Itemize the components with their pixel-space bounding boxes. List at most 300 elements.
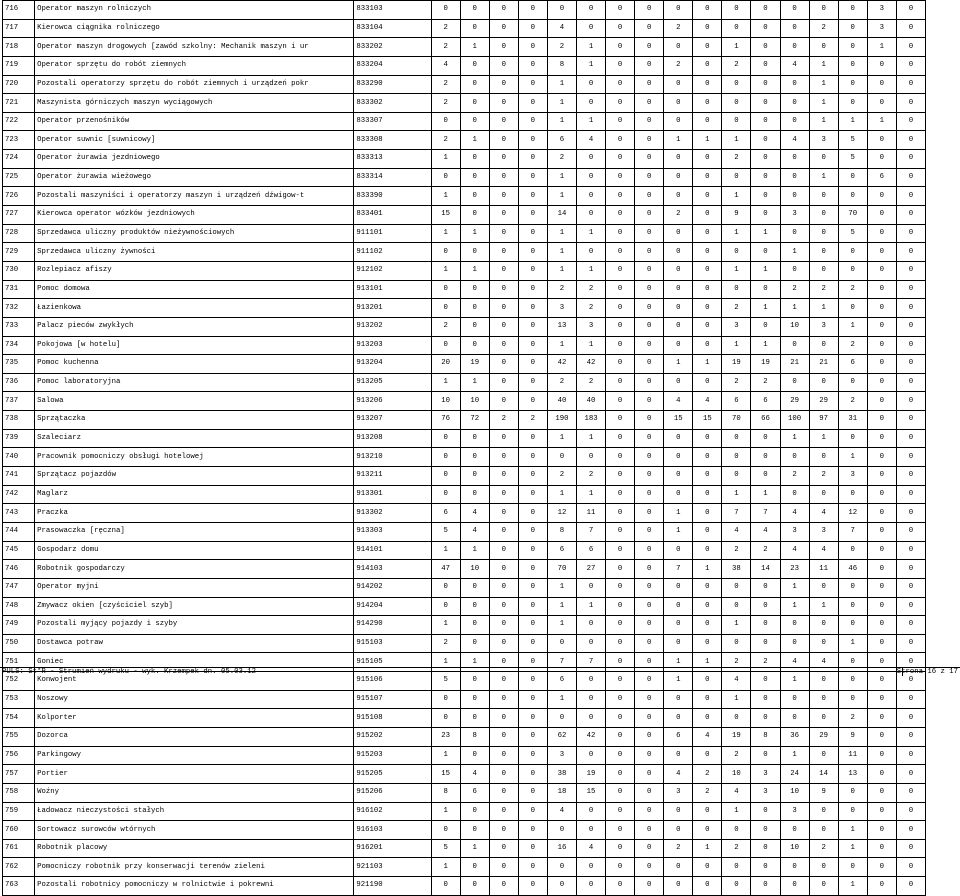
value-cell: 0: [431, 485, 460, 504]
value-cell: 0: [576, 448, 605, 467]
value-cell: 0: [635, 467, 664, 486]
value-cell: 0: [489, 504, 518, 523]
table-row: [3, 150, 926, 169]
row-number: 726: [3, 187, 35, 206]
value-cell: 0: [576, 94, 605, 113]
value-cell: 1: [693, 653, 722, 672]
value-cell: 0: [896, 224, 925, 243]
occupation-code: 913301: [354, 485, 431, 504]
value-cell: 0: [751, 597, 780, 616]
value-cell: 1: [751, 485, 780, 504]
value-cell: 1: [809, 168, 838, 187]
value-cell: 0: [489, 560, 518, 579]
value-cell: 0: [896, 765, 925, 784]
value-cell: 70: [722, 411, 751, 430]
table-row: [3, 336, 926, 355]
value-cell: 1: [780, 578, 809, 597]
value-cell: 1: [809, 299, 838, 318]
value-cell: 4: [722, 522, 751, 541]
table-row: [3, 821, 926, 840]
table-row: [3, 261, 926, 280]
value-cell: 0: [867, 261, 896, 280]
value-cell: 0: [489, 467, 518, 486]
value-cell: 0: [431, 709, 460, 728]
value-cell: 0: [693, 504, 722, 523]
table-row: [3, 94, 926, 113]
value-cell: 0: [751, 168, 780, 187]
value-cell: 0: [809, 261, 838, 280]
value-cell: 1: [780, 672, 809, 691]
value-cell: 3: [780, 522, 809, 541]
value-cell: 19: [576, 765, 605, 784]
value-cell: 4: [722, 783, 751, 802]
value-cell: 0: [896, 131, 925, 150]
value-cell: 0: [518, 94, 547, 113]
table-row: [3, 839, 926, 858]
value-cell: 4: [780, 541, 809, 560]
value-cell: 0: [867, 485, 896, 504]
value-cell: 5: [431, 672, 460, 691]
row-number: 721: [3, 94, 35, 113]
value-cell: 0: [489, 336, 518, 355]
row-number: 743: [3, 504, 35, 523]
value-cell: 0: [635, 336, 664, 355]
value-cell: 0: [606, 150, 635, 169]
value-cell: 0: [751, 616, 780, 635]
value-cell: 0: [431, 877, 460, 896]
occupation-code: 913202: [354, 317, 431, 336]
value-cell: 0: [867, 150, 896, 169]
value-cell: 0: [518, 243, 547, 262]
value-cell: 0: [867, 597, 896, 616]
occupation-code: 915205: [354, 765, 431, 784]
value-cell: 0: [780, 112, 809, 131]
table-row: [3, 131, 926, 150]
value-cell: 0: [489, 578, 518, 597]
value-cell: 0: [518, 168, 547, 187]
value-cell: 70: [838, 206, 867, 225]
value-cell: 0: [489, 765, 518, 784]
value-cell: 0: [460, 317, 489, 336]
value-cell: 97: [809, 411, 838, 430]
value-cell: 0: [896, 783, 925, 802]
value-cell: 0: [664, 858, 693, 877]
value-cell: 1: [576, 38, 605, 57]
value-cell: 0: [867, 336, 896, 355]
value-cell: 0: [635, 112, 664, 131]
value-cell: 0: [751, 317, 780, 336]
occupation-name: Ładowacz nieczystości stałych: [35, 802, 354, 821]
value-cell: 46: [838, 560, 867, 579]
value-cell: 0: [489, 858, 518, 877]
value-cell: 0: [518, 765, 547, 784]
value-cell: 0: [518, 150, 547, 169]
table-row: [3, 802, 926, 821]
value-cell: 0: [751, 802, 780, 821]
value-cell: 0: [751, 280, 780, 299]
value-cell: 0: [867, 690, 896, 709]
value-cell: 0: [809, 448, 838, 467]
value-cell: 0: [896, 1, 925, 20]
value-cell: 2: [576, 299, 605, 318]
value-cell: 0: [664, 373, 693, 392]
value-cell: 1: [664, 653, 693, 672]
row-number: 717: [3, 19, 35, 38]
value-cell: 0: [896, 672, 925, 691]
value-cell: 0: [896, 802, 925, 821]
value-cell: 3: [664, 783, 693, 802]
value-cell: 6: [722, 392, 751, 411]
value-cell: 4: [693, 392, 722, 411]
value-cell: 0: [489, 243, 518, 262]
value-cell: 0: [664, 150, 693, 169]
occupation-name: Łazienkowa: [35, 299, 354, 318]
value-cell: 0: [606, 280, 635, 299]
occupation-code: 914101: [354, 541, 431, 560]
value-cell: 0: [606, 411, 635, 430]
value-cell: 0: [635, 709, 664, 728]
value-cell: 2: [809, 467, 838, 486]
value-cell: 0: [896, 75, 925, 94]
row-number: 744: [3, 522, 35, 541]
value-cell: 0: [489, 690, 518, 709]
value-cell: 0: [518, 821, 547, 840]
value-cell: 1: [838, 317, 867, 336]
table-row: [3, 168, 926, 187]
value-cell: 0: [431, 467, 460, 486]
value-cell: 0: [606, 727, 635, 746]
value-cell: 0: [722, 634, 751, 653]
value-cell: 0: [838, 783, 867, 802]
value-cell: 4: [809, 541, 838, 560]
value-cell: 1: [431, 802, 460, 821]
occupation-name: Robotnik gospodarczy: [35, 560, 354, 579]
value-cell: 0: [809, 150, 838, 169]
value-cell: 0: [431, 578, 460, 597]
value-cell: 0: [518, 299, 547, 318]
value-cell: 0: [635, 355, 664, 374]
table-row: [3, 429, 926, 448]
value-cell: 0: [838, 578, 867, 597]
value-cell: 1: [693, 560, 722, 579]
occupation-name: Pomoc kuchenna: [35, 355, 354, 374]
value-cell: 0: [489, 168, 518, 187]
value-cell: 0: [460, 802, 489, 821]
value-cell: 15: [431, 765, 460, 784]
occupation-code: 914103: [354, 560, 431, 579]
row-number: 741: [3, 467, 35, 486]
value-cell: 0: [809, 1, 838, 20]
value-cell: 0: [460, 280, 489, 299]
value-cell: 2: [547, 373, 576, 392]
value-cell: 0: [606, 19, 635, 38]
value-cell: 1: [751, 336, 780, 355]
value-cell: 0: [606, 94, 635, 113]
value-cell: 0: [722, 94, 751, 113]
value-cell: 0: [664, 1, 693, 20]
value-cell: 0: [635, 672, 664, 691]
value-cell: 0: [867, 131, 896, 150]
value-cell: 0: [635, 299, 664, 318]
value-cell: 0: [751, 746, 780, 765]
value-cell: 0: [722, 709, 751, 728]
value-cell: 0: [431, 336, 460, 355]
value-cell: 0: [576, 243, 605, 262]
value-cell: 0: [838, 858, 867, 877]
value-cell: 0: [518, 839, 547, 858]
value-cell: 0: [518, 783, 547, 802]
value-cell: 0: [489, 94, 518, 113]
occupation-name: Operator przenośników: [35, 112, 354, 131]
value-cell: 4: [722, 672, 751, 691]
occupation-name: Sprzątacz pojazdów: [35, 467, 354, 486]
value-cell: 0: [867, 821, 896, 840]
value-cell: 8: [547, 522, 576, 541]
value-cell: 0: [460, 112, 489, 131]
value-cell: 0: [751, 19, 780, 38]
value-cell: 1: [460, 373, 489, 392]
occupation-code: 913207: [354, 411, 431, 430]
value-cell: 0: [867, 746, 896, 765]
value-cell: 0: [635, 19, 664, 38]
value-cell: 0: [780, 858, 809, 877]
value-cell: 0: [838, 616, 867, 635]
value-cell: 0: [751, 131, 780, 150]
value-cell: 0: [431, 280, 460, 299]
table-row: [3, 392, 926, 411]
value-cell: 0: [896, 429, 925, 448]
value-cell: 0: [838, 38, 867, 57]
value-cell: 0: [664, 578, 693, 597]
value-cell: 0: [780, 616, 809, 635]
occupation-code: 833202: [354, 38, 431, 57]
occupation-code: 833313: [354, 150, 431, 169]
value-cell: 2: [576, 467, 605, 486]
value-cell: 23: [431, 727, 460, 746]
occupation-name: Szaleciarz: [35, 429, 354, 448]
row-number: 731: [3, 280, 35, 299]
value-cell: 0: [460, 1, 489, 20]
value-cell: 0: [722, 429, 751, 448]
value-cell: 0: [896, 317, 925, 336]
row-number: 749: [3, 616, 35, 635]
value-cell: 15: [664, 411, 693, 430]
value-cell: 0: [518, 522, 547, 541]
value-cell: 0: [635, 131, 664, 150]
value-cell: 0: [606, 112, 635, 131]
value-cell: 3: [722, 317, 751, 336]
row-number: 753: [3, 690, 35, 709]
value-cell: 0: [606, 392, 635, 411]
value-cell: 0: [838, 243, 867, 262]
value-cell: 0: [722, 467, 751, 486]
occupation-name: Operator żurawia jezdniowego: [35, 150, 354, 169]
value-cell: 62: [547, 727, 576, 746]
value-cell: 1: [431, 150, 460, 169]
value-cell: 0: [664, 299, 693, 318]
occupation-code: 913210: [354, 448, 431, 467]
table-row: [3, 690, 926, 709]
value-cell: 0: [518, 75, 547, 94]
value-cell: 0: [635, 373, 664, 392]
value-cell: 0: [896, 727, 925, 746]
value-cell: 3: [809, 131, 838, 150]
value-cell: 0: [896, 690, 925, 709]
value-cell: 0: [867, 392, 896, 411]
value-cell: 0: [606, 38, 635, 57]
value-cell: 0: [489, 373, 518, 392]
value-cell: 0: [693, 616, 722, 635]
value-cell: 0: [489, 56, 518, 75]
occupation-name: Noszowy: [35, 690, 354, 709]
value-cell: 13: [547, 317, 576, 336]
value-cell: 1: [722, 38, 751, 57]
value-cell: 0: [867, 634, 896, 653]
value-cell: 1: [809, 112, 838, 131]
value-cell: 0: [896, 38, 925, 57]
value-cell: 1: [722, 261, 751, 280]
row-number: 762: [3, 858, 35, 877]
row-number: 739: [3, 429, 35, 448]
value-cell: 0: [460, 429, 489, 448]
value-cell: 0: [838, 690, 867, 709]
value-cell: 2: [838, 709, 867, 728]
value-cell: 0: [606, 75, 635, 94]
value-cell: 0: [518, 131, 547, 150]
value-cell: 0: [489, 19, 518, 38]
value-cell: 0: [518, 336, 547, 355]
value-cell: 0: [460, 858, 489, 877]
value-cell: 0: [867, 541, 896, 560]
value-cell: 0: [460, 168, 489, 187]
value-cell: 29: [780, 392, 809, 411]
occupation-name: Palacz pieców zwykłych: [35, 317, 354, 336]
value-cell: 1: [809, 75, 838, 94]
value-cell: 0: [809, 243, 838, 262]
value-cell: 8: [547, 56, 576, 75]
value-cell: 0: [606, 467, 635, 486]
value-cell: 0: [780, 1, 809, 20]
value-cell: 0: [664, 38, 693, 57]
value-cell: 0: [693, 243, 722, 262]
value-cell: 1: [576, 56, 605, 75]
value-cell: 19: [722, 355, 751, 374]
value-cell: 0: [518, 467, 547, 486]
value-cell: 0: [431, 821, 460, 840]
value-cell: 0: [635, 858, 664, 877]
value-cell: 0: [780, 168, 809, 187]
occupation-code: 916201: [354, 839, 431, 858]
value-cell: 0: [460, 75, 489, 94]
table-row: [3, 541, 926, 560]
value-cell: 0: [489, 392, 518, 411]
value-cell: 0: [809, 858, 838, 877]
value-cell: 1: [664, 672, 693, 691]
value-cell: 7: [576, 522, 605, 541]
value-cell: 6: [460, 783, 489, 802]
occupation-name: Robotnik placowy: [35, 839, 354, 858]
value-cell: 42: [547, 355, 576, 374]
occupation-name: Pokojowa [w hotelu]: [35, 336, 354, 355]
value-cell: 1: [547, 243, 576, 262]
value-cell: 0: [547, 448, 576, 467]
row-number: 754: [3, 709, 35, 728]
value-cell: 0: [780, 19, 809, 38]
occupation-name: Maglarz: [35, 485, 354, 504]
value-cell: 0: [693, 187, 722, 206]
value-cell: 0: [518, 727, 547, 746]
value-cell: 0: [431, 299, 460, 318]
value-cell: 1: [431, 373, 460, 392]
value-cell: 0: [518, 206, 547, 225]
value-cell: 2: [809, 839, 838, 858]
value-cell: 0: [751, 429, 780, 448]
occupation-name: Gospodarz domu: [35, 541, 354, 560]
value-cell: 0: [867, 373, 896, 392]
value-cell: 0: [518, 672, 547, 691]
value-cell: 0: [606, 261, 635, 280]
value-cell: 11: [576, 504, 605, 523]
value-cell: 1: [722, 616, 751, 635]
value-cell: 0: [576, 150, 605, 169]
value-cell: 6: [547, 131, 576, 150]
value-cell: 2: [722, 746, 751, 765]
value-cell: 0: [518, 877, 547, 896]
value-cell: 0: [635, 224, 664, 243]
occupation-code: 914202: [354, 578, 431, 597]
value-cell: 0: [635, 261, 664, 280]
value-cell: 19: [460, 355, 489, 374]
value-cell: 0: [809, 38, 838, 57]
value-cell: 0: [606, 858, 635, 877]
occupation-code: 833390: [354, 187, 431, 206]
value-cell: 0: [635, 94, 664, 113]
value-cell: 0: [693, 578, 722, 597]
value-cell: 0: [693, 522, 722, 541]
value-cell: 0: [896, 112, 925, 131]
value-cell: 0: [838, 541, 867, 560]
value-cell: 0: [867, 858, 896, 877]
value-cell: 0: [809, 672, 838, 691]
value-cell: 15: [431, 206, 460, 225]
value-cell: 6: [576, 541, 605, 560]
value-cell: 0: [896, 653, 925, 672]
row-number: 728: [3, 224, 35, 243]
value-cell: 0: [576, 746, 605, 765]
table-row: [3, 578, 926, 597]
value-cell: 0: [693, 94, 722, 113]
value-cell: 2: [722, 299, 751, 318]
value-cell: 0: [635, 280, 664, 299]
value-cell: 0: [751, 821, 780, 840]
table-row: [3, 1, 926, 20]
value-cell: 0: [896, 858, 925, 877]
value-cell: 0: [896, 616, 925, 635]
occupation-code: 833104: [354, 19, 431, 38]
value-cell: 0: [518, 578, 547, 597]
value-cell: 1: [460, 224, 489, 243]
value-cell: 0: [576, 616, 605, 635]
value-cell: 0: [606, 485, 635, 504]
value-cell: 1: [460, 131, 489, 150]
value-cell: 0: [693, 634, 722, 653]
value-cell: 0: [896, 746, 925, 765]
value-cell: 0: [606, 746, 635, 765]
value-cell: 0: [606, 783, 635, 802]
occupation-name: Pomocniczy robotnik przy konserwacji terenów zieleni: [35, 858, 354, 877]
value-cell: 0: [518, 224, 547, 243]
value-cell: 0: [867, 522, 896, 541]
